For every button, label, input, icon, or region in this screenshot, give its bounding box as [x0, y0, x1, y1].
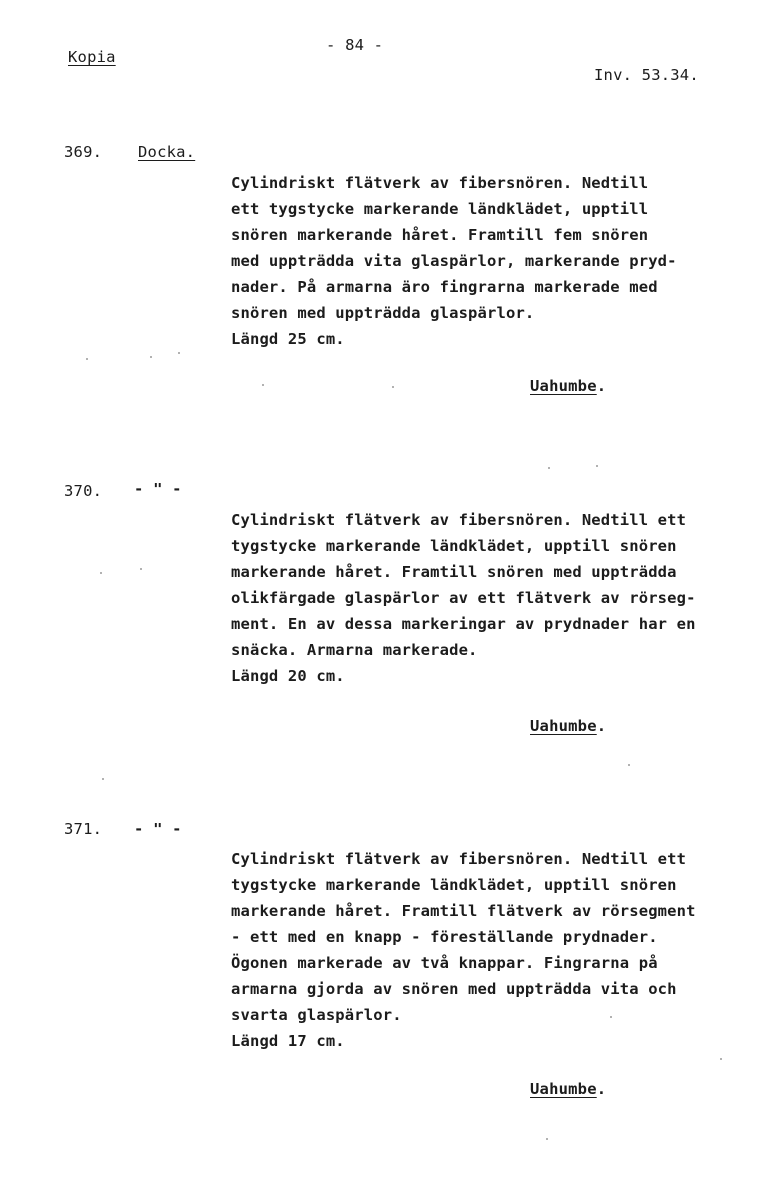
entry-number: 369. — [64, 143, 103, 161]
entry-title: - " - — [134, 820, 182, 838]
entry-description — [231, 846, 761, 1054]
page-number: - 84 - — [326, 36, 384, 54]
entry-length: Längd 25 cm. — [231, 330, 345, 348]
description-line: markerande håret. Framtill snören med uppträdda — [231, 563, 677, 581]
entry-origin: Uahumbe. — [530, 717, 607, 735]
description-line: snäcka. Armarna markerade. — [231, 641, 478, 659]
description-line: Cylindriskt flätverk av fibersnören. Nedtill ett — [231, 511, 687, 529]
description-line: ett tygstycke markerande ländklädet, upptill — [231, 200, 649, 218]
entry-number: 371. — [64, 820, 103, 838]
description-line: nader. På armarna äro fingrarna markerade med — [231, 278, 658, 296]
entry-length: Längd 17 cm. — [231, 1032, 345, 1050]
entry-description — [231, 170, 761, 352]
entry-origin: Uahumbe. — [530, 377, 607, 395]
description-line: svarta glaspärlor. — [231, 1006, 402, 1024]
description-line: Cylindriskt flätverk av fibersnören. Nedtill — [231, 174, 649, 192]
inventory-number: Inv. 53.34. — [594, 66, 699, 84]
entry-number: 370. — [64, 482, 103, 500]
entry-length: Längd 20 cm. — [231, 667, 345, 685]
description-line: tygstycke markerande ländklädet, upptill snören — [231, 876, 677, 894]
copy-label: Kopia — [68, 48, 116, 66]
description-line: Ögonen markerade av två knappar. Fingrarna på — [231, 954, 658, 972]
entry-title: Docka. — [138, 143, 196, 161]
description-line: med uppträdda vita glaspärlor, markerande pryd- — [231, 252, 677, 270]
entry-title: - " - — [134, 480, 182, 498]
entry-origin: Uahumbe. — [530, 1080, 607, 1098]
description-line: - ett med en knapp - föreställande prydnader. — [231, 928, 658, 946]
description-line: olikfärgade glaspärlor av ett flätverk av rörseg- — [231, 589, 696, 607]
description-line: snören markerande håret. Framtill fem snören — [231, 226, 649, 244]
description-line: Cylindriskt flätverk av fibersnören. Nedtill ett — [231, 850, 687, 868]
description-line: markerande håret. Framtill flätverk av rörsegment — [231, 902, 696, 920]
description-line: ment. En av dessa markeringar av prydnader har en — [231, 615, 696, 633]
description-line: tygstycke markerande ländklädet, upptill snören — [231, 537, 677, 555]
entry-description — [231, 507, 761, 689]
description-line: snören med uppträdda glaspärlor. — [231, 304, 535, 322]
description-line: armarna gjorda av snören med uppträdda vita och — [231, 980, 677, 998]
